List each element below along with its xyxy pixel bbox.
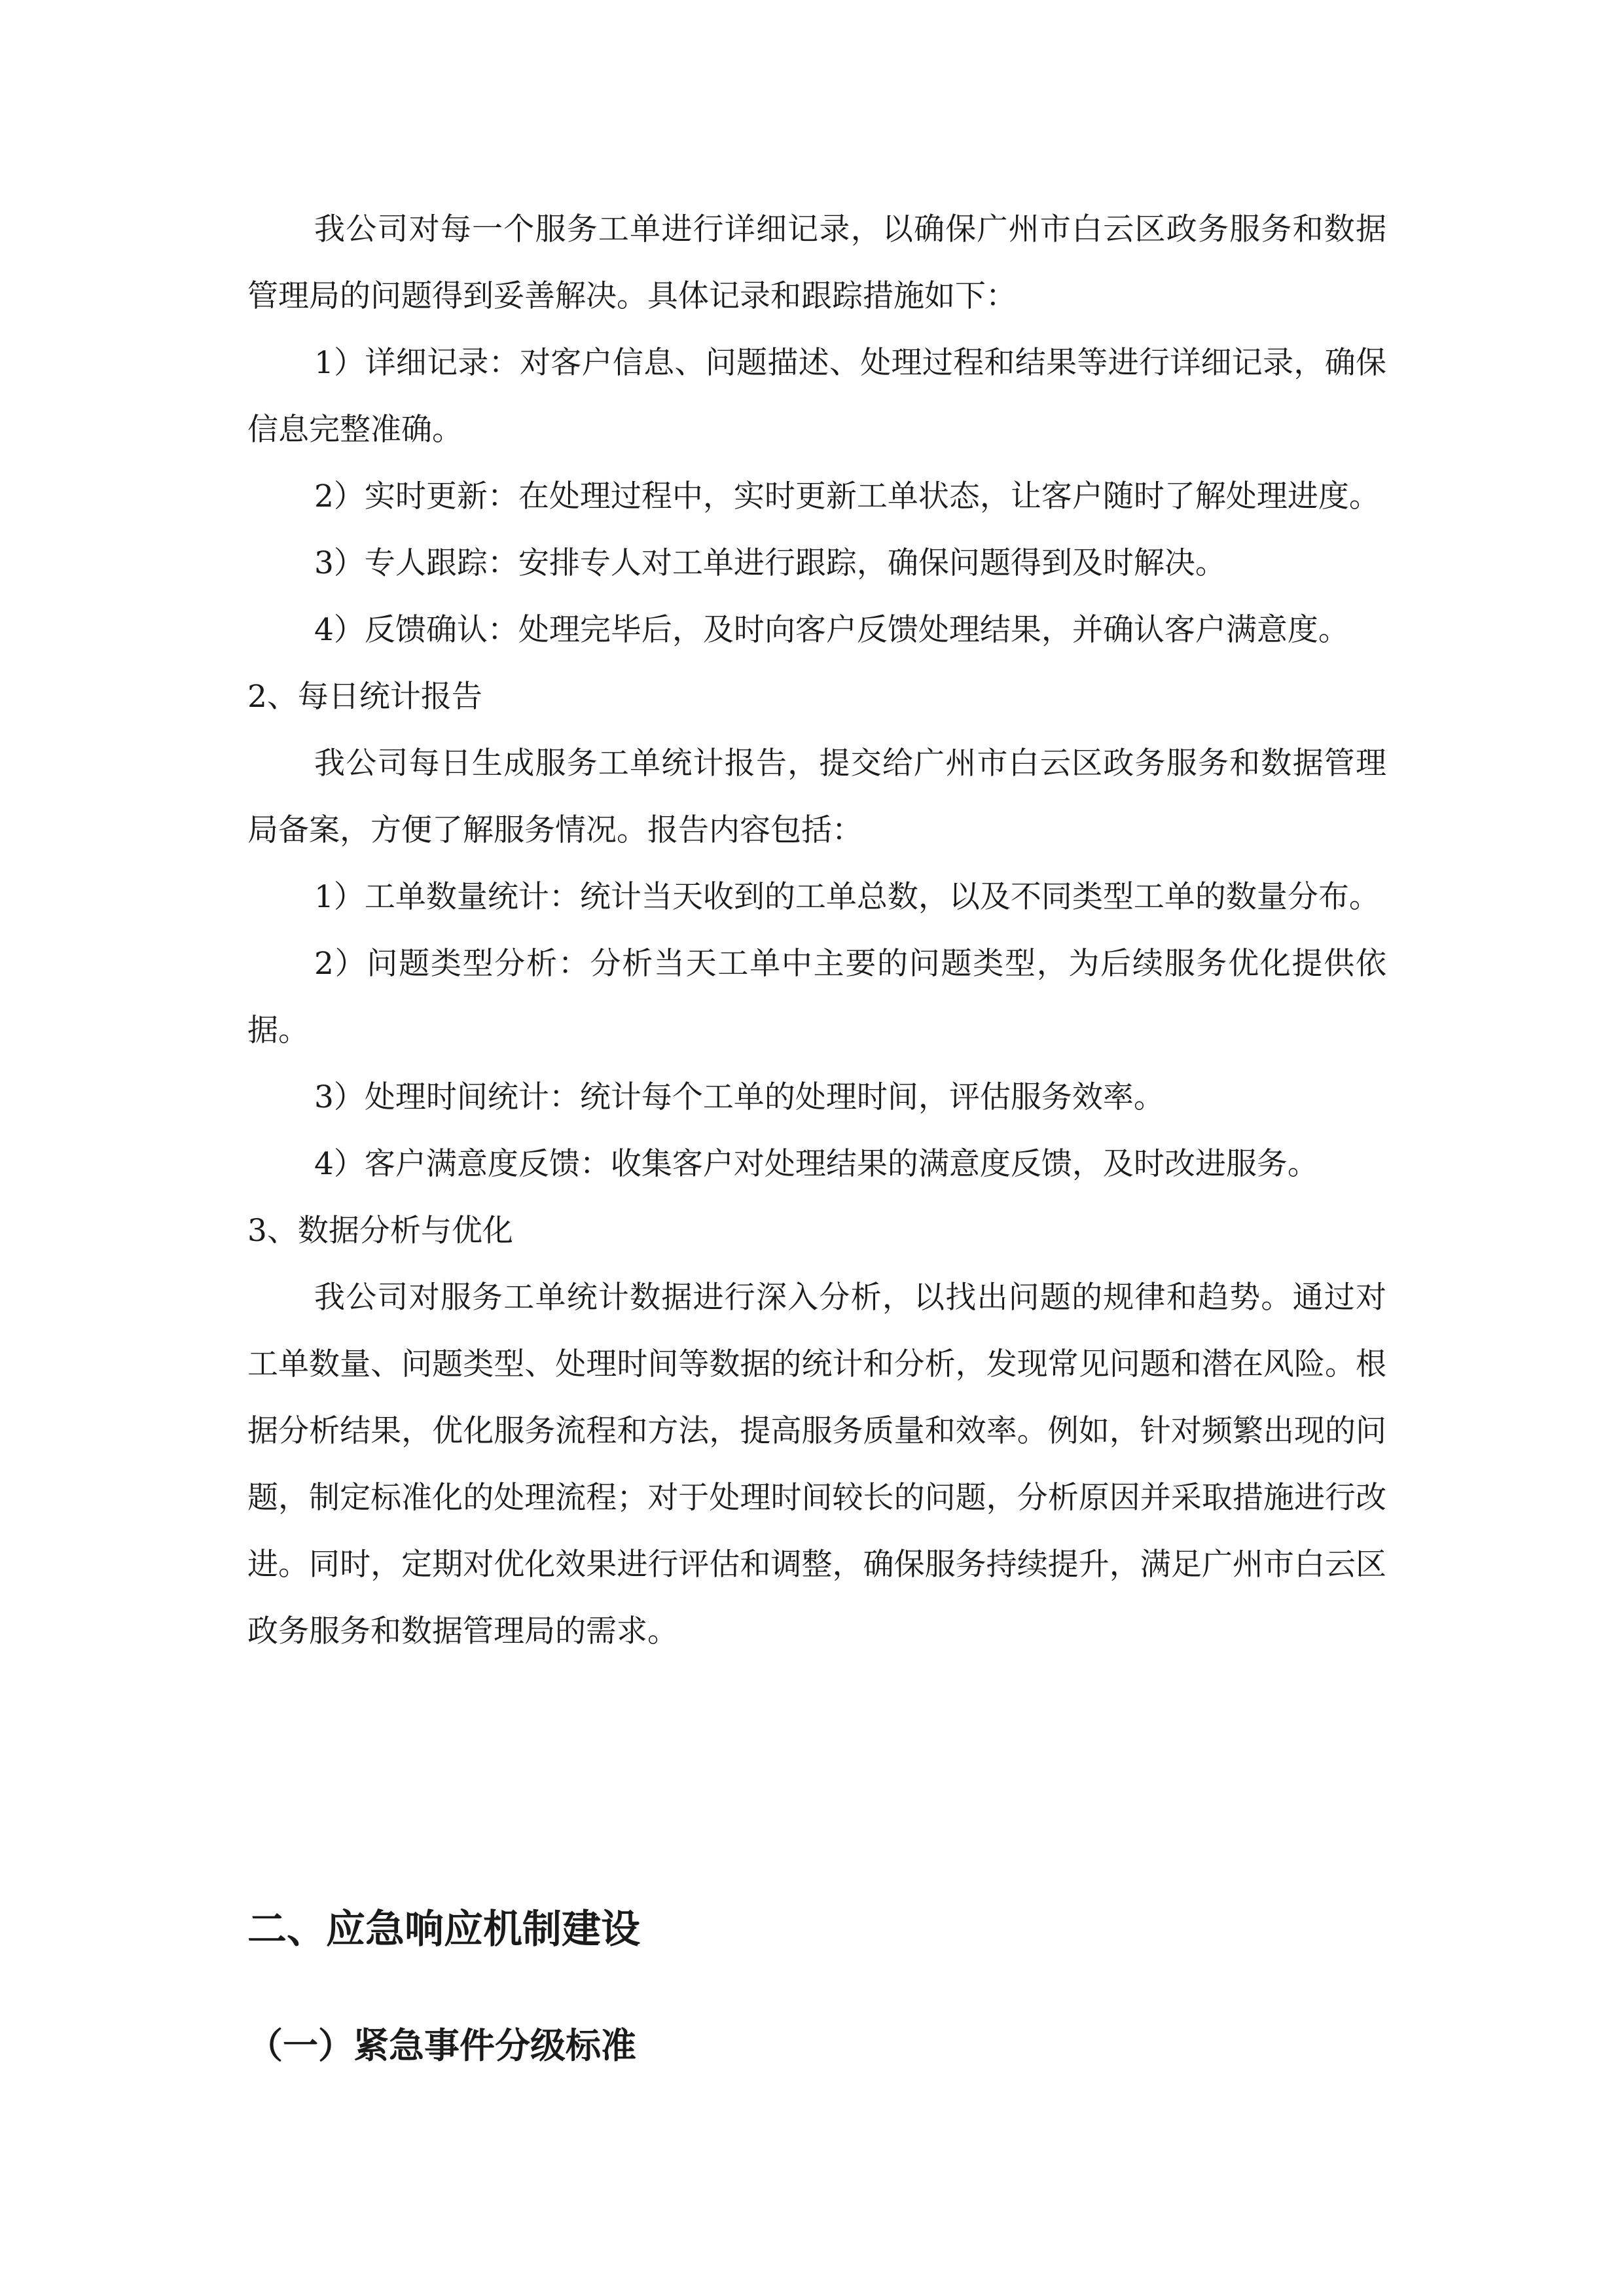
paragraph-realtime-update: 2）实时更新：在处理过程中，实时更新工单状态，让客户随时了解处理进度。 xyxy=(314,478,1380,514)
paragraph-record-intro: 我公司对每一个服务工单进行详细记录，以确保广州市白云区政务服务和数据管理局的问题得到妥善解决。具体记录和跟踪措施如下： xyxy=(247,211,1386,314)
body-text xyxy=(247,196,1386,1665)
paragraph-dedicated-tracking: 3）专人跟踪：安排专人对工单进行跟踪，确保问题得到及时解决。 xyxy=(314,545,1226,581)
paragraph-ticket-count: 1）工单数量统计：统计当天收到的工单总数，以及不同类型工单的数量分布。 xyxy=(314,879,1380,915)
paragraph-data-analysis: 我公司对服务工单统计数据进行深入分析，以找出问题的规律和趋势。通过对工单数量、问题类型、处理时间等数据的统计和分析，发现常见问题和潜在风险。根据分析结果，优化服务流程和方法，提高服务质量和效率。例如，针对频繁出现的问题，制定标准化的处理流程；对于处理时间较长的问题，分析原因并采取措施进行改进。同时，定期对优化效果进行评估和调整，确保服务持续提升，满足广州市白云区政务服务和数据管理局的需求。 xyxy=(247,1280,1386,1649)
section-heading: 二、应急响应机制建设 xyxy=(247,1907,640,1952)
paragraph-issue-type: 2）问题类型分析：分析当天工单中主要的问题类型，为后续服务优化提供依据。 xyxy=(247,946,1386,1049)
paragraph-processing-time: 3）处理时间统计：统计每个工单的处理时间，评估服务效率。 xyxy=(314,1079,1164,1115)
paragraph-feedback-confirm: 4）反馈确认：处理完毕后，及时向客户反馈处理结果，并确认客户满意度。 xyxy=(314,612,1349,648)
paragraph-detailed-record: 1）详细记录：对客户信息、问题描述、处理过程和结果等进行详细记录，确保信息完整准确。 xyxy=(247,345,1386,448)
heading-data-analysis: 3、数据分析与优化 xyxy=(247,1213,513,1249)
paragraph-satisfaction: 4）客户满意度反馈：收集客户对处理结果的满意度反馈，及时改进服务。 xyxy=(314,1146,1318,1182)
sub-heading: （一）紧急事件分级标准 xyxy=(247,2024,636,2066)
paragraph-daily-report-intro: 我公司每日生成服务工单统计报告，提交给广州市白云区政务服务和数据管理局备案，方便了解服务情况。报告内容包括： xyxy=(247,745,1386,848)
heading-daily-report: 2、每日统计报告 xyxy=(247,679,482,715)
